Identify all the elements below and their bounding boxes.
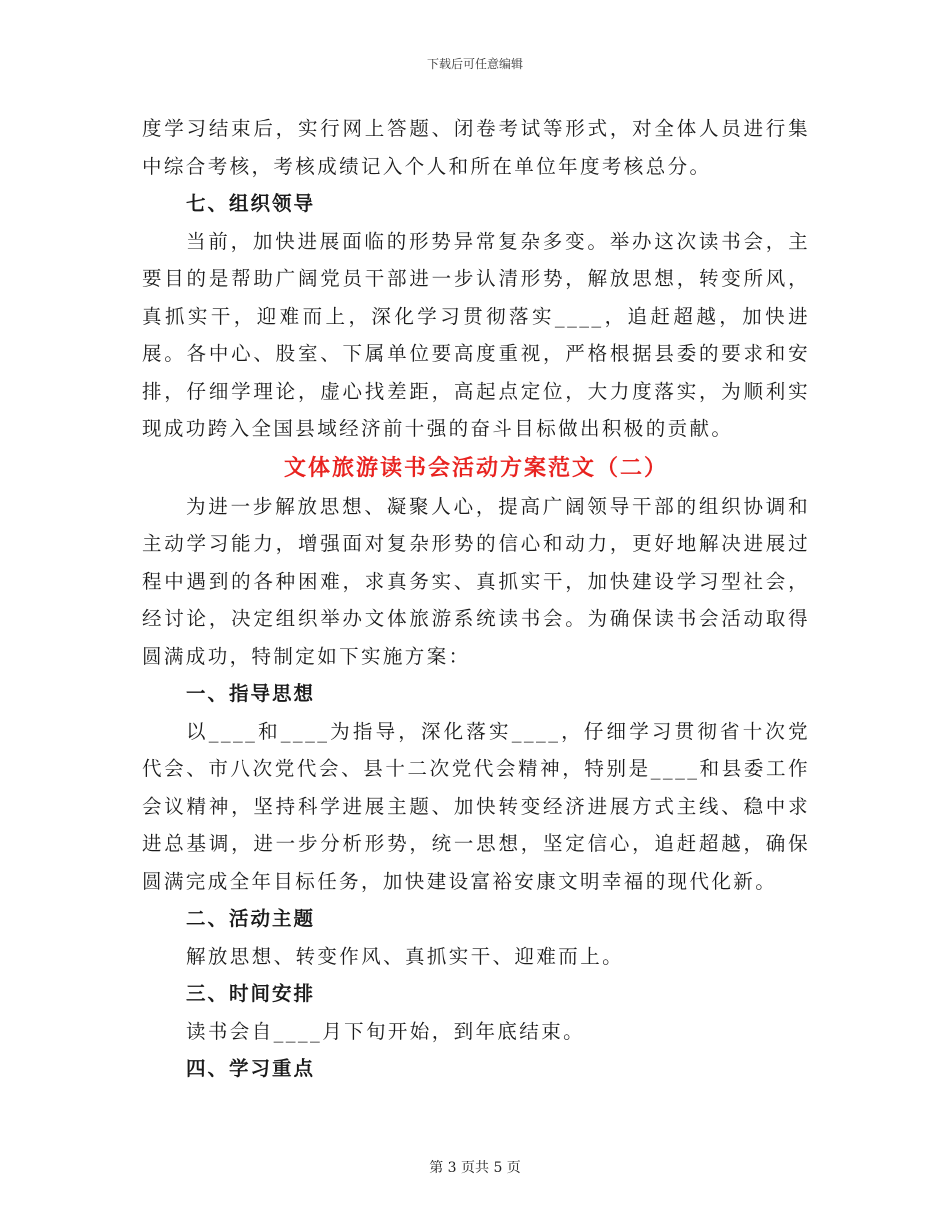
heading-activity-theme: 二、活动主题 <box>186 907 316 930</box>
page-number-footer: 第 3 页共 5 页 <box>429 1160 521 1176</box>
document-title: 文体旅游读书会活动方案范文（二） <box>283 454 668 481</box>
heading-guiding-ideology: 一、指导思想 <box>186 682 316 705</box>
paragraph-activity-theme: 解放思想、转变作风、真抓实干、迎难而上。 <box>186 944 625 968</box>
paragraph-continuation: 度学习结束后，实行网上答题、闭卷考试等形式，对全体人员进行集中综合考核，考核成绩记入个人和所在单位年度考核总分。 <box>142 117 810 178</box>
heading-organization-leadership: 七、组织领导 <box>186 192 316 215</box>
document-body <box>142 110 810 1088</box>
heading-schedule: 三、时间安排 <box>186 982 316 1005</box>
paragraph-organization-leadership: 当前，加快进展面临的形势异常复杂多变。举办这次读书会，主要目的是帮助广阔党员干部进一步认清形势，解放思想，转变所风，真抓实干，迎难而上，深化学习贯彻落实____，追赶超越，加快进展。各中心、股室、下属单位要高度重视，严格根据县委的要求和安排，仔细学理论，虚心找差距，高起点定位，大力度落实，为顺利实现成功跨入全国县域经济前十强的奋斗目标做出积极的贡献。 <box>142 229 810 440</box>
heading-study-focus: 四、学习重点 <box>186 1057 316 1080</box>
paragraph-intro: 为进一步解放思想、凝聚人心，提高广阔领导干部的组织协调和主动学习能力，增强面对复杂形势的信心和动力，更好地解决进展过程中遇到的各种困难，求真务实、真抓实干，加快建设学习型社会，经讨论，决定组织举办文体旅游系统读书会。为确保读书会活动取得圆满成功，特制定如下实施方案： <box>142 494 810 668</box>
paragraph-schedule: 读书会自____月下旬开始，到年底结束。 <box>186 1019 586 1043</box>
paragraph-guiding-ideology: 以____和____为指导，深化落实____，仔细学习贯彻省十次党代会、市八次党代会、县十二次党代会精神，特别是____和县委工作会议精神，坚持科学进展主题、加快转变经济进展方式主线、稳中求进总基调，进一步分析形势，统一思想，坚定信心，追赶超越，确保圆满完成全年目标任务，加快建设富裕安康文明幸福的现代化新。 <box>142 719 810 893</box>
header-note: 下载后可任意编辑 <box>426 57 523 71</box>
